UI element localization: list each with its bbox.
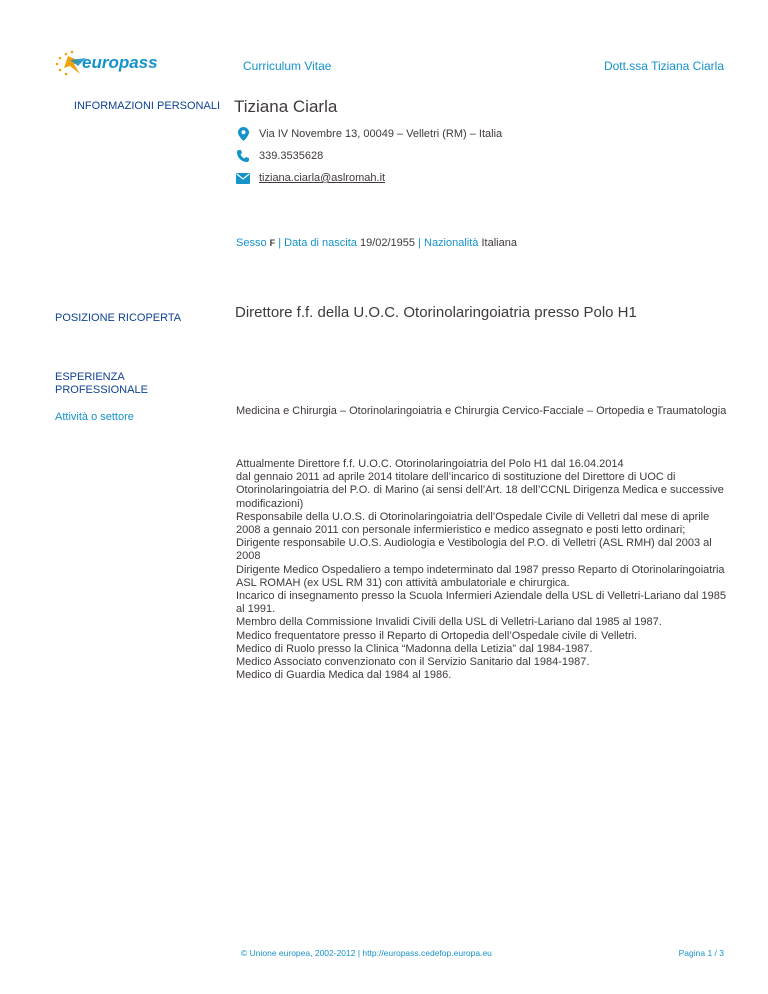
nationality-value: Italiana — [481, 237, 517, 249]
separator: | — [418, 237, 421, 249]
experience-line: Responsabile della U.O.S. di Otorinolaringoiatria dell’Ospedale Civile di Velletri dal mese di aprile — [236, 510, 710, 523]
experience-line: modificazioni) — [236, 497, 304, 510]
experience-line: Attualmente Direttore f.f. U.O.C. Otorinolaringoiatria del Polo H1 dal 16.04.2014 — [236, 458, 624, 470]
experience-line: Dirigente responsabile U.O.S. Audiologia e Vestibologia del P.O. di Velletri (ASL RMH) dal 2003 al — [236, 537, 712, 550]
separator: | — [278, 237, 282, 249]
experience-line: Medico di Ruolo presso la Clinica “Madonna della Letizia” dal 1984-1987. — [236, 642, 593, 655]
experience-line: Medico frequentatore presso il Reparto di Ortopedia dell’Ospedale civile di Velletri. — [236, 629, 638, 642]
section-label-experience-line-1: ESPERIENZA — [55, 371, 125, 383]
experience-line: al 1991. — [236, 603, 276, 616]
footer-copyright: © Unione europea, 2002-2012 | http://europass.cedefop.europa.eu — [241, 948, 492, 958]
europass-logo-text: europass — [82, 53, 158, 72]
email-link[interactable]: tiziana.ciarla@aslromah.it — [259, 172, 386, 184]
section-label-personal-info: INFORMAZIONI PERSONALI — [73, 100, 220, 112]
personal-details-line — [236, 237, 517, 249]
sector-value: Medicina e Chirurgia – Otorinolaringoiatria e Chirurgia Cervico-Facciale – Ortopedia e Traumatologia — [236, 405, 727, 417]
experience-line: ASL ROMAH (ex USL RM 31) con attività ambulatoriale e chirurgica. — [236, 576, 570, 589]
experience-line: 2008 — [236, 550, 261, 563]
experience-description — [236, 458, 726, 682]
experience-line: Dirigente Medico Ospedaliero a tempo indeterminato dal 1987 presso Reparto di Otorinolaringoiatria — [236, 563, 725, 576]
phone-row — [236, 149, 323, 163]
phone-text: 339.3535628 — [259, 150, 324, 162]
position-title: Direttore f.f. della U.O.C. Otorinolaringoiatria presso Polo H1 — [235, 304, 637, 321]
header-document-type: Curriculum Vitae — [243, 59, 332, 73]
nationality-label: Nazionalità — [424, 237, 479, 249]
location-pin-icon — [236, 127, 250, 141]
experience-line: dal gennaio 2011 ad aprile 2014 titolare dell’incarico di sostituzione del Direttore di UOC di — [236, 471, 676, 484]
envelope-icon — [236, 171, 250, 185]
section-label-position: POSIZIONE RICOPERTA — [55, 312, 182, 324]
experience-line: Medico di Guardia Medica dal 1984 al 1986. — [236, 669, 452, 682]
section-label-experience — [55, 371, 205, 397]
address-text: Via IV Novembre 13, 00049 – Velletri (RM) – Italia — [259, 128, 503, 140]
experience-line: Membro della Commissione Invalidi Civili della USL di Velletri-Lariano dal 1985 al 1987. — [236, 616, 662, 629]
email-row — [236, 171, 385, 185]
person-name: Tiziana Ciarla — [234, 97, 338, 116]
sex-label: Sesso — [236, 237, 267, 249]
experience-line: Incarico di insegnamento presso la Scuola Infermieri Aziendale della USL di Velletri-Lariano dal 1985 — [236, 590, 726, 603]
experience-line: Medico Associato convenzionato con il Servizio Sanitario dal 1984-1987. — [236, 656, 590, 669]
section-label-experience-line-2: PROFESSIONALE — [55, 384, 148, 396]
footer-page-number: Pagina 1 / 3 — [678, 948, 724, 958]
experience-line: Otorinolaringoiatria del P.O. di Marino (ai sensi dell’Art. 18 dell’CCNL Dirigenza Medica e successive — [236, 484, 724, 497]
birth-value: 19/02/1955 — [359, 237, 416, 249]
sex-value: F — [269, 238, 276, 248]
birth-label: Data di nascita — [284, 237, 357, 249]
address-row — [236, 127, 502, 141]
header-person-name: Dott.ssa Tiziana Ciarla — [603, 59, 724, 73]
experience-line: 2008 a gennaio 2011 con personale infermieristico e medico assegnato e posti letto ordinari; — [236, 524, 686, 537]
phone-icon — [236, 149, 250, 163]
sector-label: Attività o settore — [55, 411, 134, 423]
